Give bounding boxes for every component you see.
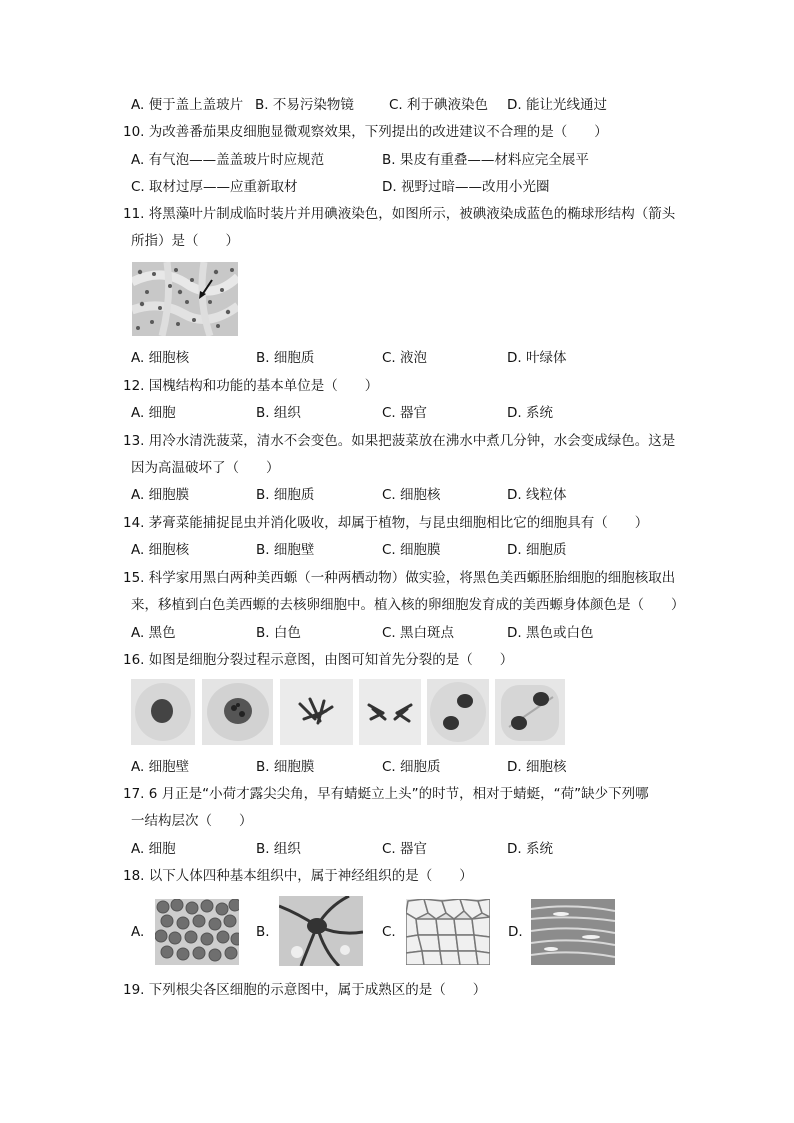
q12-option-b[interactable]: B. 组织 bbox=[256, 405, 301, 421]
q17-option-d[interactable]: D. 系统 bbox=[507, 841, 553, 857]
q14-option-d[interactable]: D. 细胞质 bbox=[507, 542, 567, 558]
division-stage-4-image bbox=[359, 679, 421, 745]
q12-option-a[interactable]: A. 细胞 bbox=[131, 405, 176, 421]
q10-options-row1 bbox=[131, 150, 691, 170]
q13-option-a[interactable]: A. 细胞膜 bbox=[131, 487, 190, 503]
q16-stem: 16. 如图是细胞分裂过程示意图，由图可知首先分裂的是（ ） bbox=[123, 652, 514, 668]
q16-option-b[interactable]: B. 细胞膜 bbox=[256, 759, 315, 775]
q17-stem-line1: 17. 6 月正是“小荷才露尖尖角，早有蜻蜓立上头”的时节，相对于蜻蜓，“荷”缺少下列哪 bbox=[123, 786, 649, 802]
q18-option-c-label[interactable]: C. bbox=[382, 924, 396, 940]
q14-option-c[interactable]: C. 细胞膜 bbox=[382, 542, 441, 558]
q9-options bbox=[131, 95, 691, 115]
q11-option-d[interactable]: D. 叶绿体 bbox=[507, 350, 567, 366]
q17-stem-line2: 一结构层次（ ） bbox=[131, 813, 253, 829]
q11-stem-line2: 所指）是（ ） bbox=[131, 233, 239, 249]
q13-stem-line2: 因为高温破坏了（ ） bbox=[131, 460, 280, 476]
q10-options-row2 bbox=[131, 177, 691, 197]
q9-option-c[interactable]: C. 利于碘液染色 bbox=[389, 97, 489, 113]
q17-option-a[interactable]: A. 细胞 bbox=[131, 841, 176, 857]
q13-option-b[interactable]: B. 细胞质 bbox=[256, 487, 315, 503]
q13-stem-line1: 13. 用冷水清洗菠菜，清水不会变色。如果把菠菜放在沸水中煮几分钟，水会变成绿色。这是 bbox=[123, 433, 676, 449]
q16-options bbox=[131, 757, 691, 777]
q18-option-b-label[interactable]: B. bbox=[256, 924, 270, 940]
q17-option-c[interactable]: C. 器官 bbox=[382, 841, 428, 857]
division-stage-2-image bbox=[202, 679, 273, 745]
q16-option-a[interactable]: A. 细胞壁 bbox=[131, 759, 190, 775]
q10-stem: 10. 为改善番茄果皮细胞显微观察效果，下列提出的改进建议不合理的是（ ） bbox=[123, 124, 608, 140]
q15-stem-line2: 来，移植到白色美西螈的去核卵细胞中。植入核的卵细胞发育成的美西螈身体颜色是（ ） bbox=[131, 597, 685, 613]
q9-option-d[interactable]: D. 能让光线通过 bbox=[507, 97, 607, 113]
division-stage-5-image bbox=[427, 679, 489, 745]
q14-options bbox=[131, 540, 691, 560]
q11-option-b[interactable]: B. 细胞质 bbox=[256, 350, 315, 366]
q17-option-b[interactable]: B. 组织 bbox=[256, 841, 301, 857]
blood-tissue-image[interactable] bbox=[155, 899, 239, 965]
q17-options bbox=[131, 839, 691, 859]
epithelial-tissue-image[interactable] bbox=[406, 899, 490, 965]
q15-option-b[interactable]: B. 白色 bbox=[256, 625, 301, 641]
q14-option-b[interactable]: B. 细胞壁 bbox=[256, 542, 315, 558]
q9-option-a[interactable]: A. 便于盖上盖玻片 bbox=[131, 97, 244, 113]
elodea-leaf-micrograph bbox=[132, 262, 238, 336]
q9-option-b[interactable]: B. 不易污染物镜 bbox=[255, 97, 354, 113]
q11-options bbox=[131, 348, 691, 368]
q12-options bbox=[131, 403, 691, 423]
q15-option-c[interactable]: C. 黑白斑点 bbox=[382, 625, 455, 641]
neuron-tissue-image[interactable] bbox=[279, 896, 363, 966]
muscle-tissue-image[interactable] bbox=[531, 899, 615, 965]
q19-stem: 19. 下列根尖各区细胞的示意图中，属于成熟区的是（ ） bbox=[123, 982, 487, 998]
q11-option-c[interactable]: C. 液泡 bbox=[382, 350, 428, 366]
q13-options bbox=[131, 485, 691, 505]
q12-option-c[interactable]: C. 器官 bbox=[382, 405, 428, 421]
q18-option-d-label[interactable]: D. bbox=[508, 924, 523, 940]
q15-stem-line1: 15. 科学家用黑白两种美西螈（一种两栖动物）做实验，将黑色美西螈胚胎细胞的细胞核取出 bbox=[123, 570, 676, 586]
q10-option-a[interactable]: A. 有气泡——盖盖玻片时应规范 bbox=[131, 152, 325, 168]
q15-option-a[interactable]: A. 黑色 bbox=[131, 625, 176, 641]
q13-option-d[interactable]: D. 线粒体 bbox=[507, 487, 567, 503]
q14-stem: 14. 茅膏菜能捕捉昆虫并消化吸收，却属于植物，与昆虫细胞相比它的细胞具有（ ） bbox=[123, 515, 649, 531]
q16-option-d[interactable]: D. 细胞核 bbox=[507, 759, 567, 775]
q13-option-c[interactable]: C. 细胞核 bbox=[382, 487, 441, 503]
q11-stem-line1: 11. 将黑藻叶片制成临时装片并用碘液染色，如图所示，被碘液染成蓝色的椭球形结构（箭头 bbox=[123, 206, 676, 222]
division-stage-1-image bbox=[131, 679, 195, 745]
division-stage-3-image bbox=[280, 679, 353, 745]
q12-option-d[interactable]: D. 系统 bbox=[507, 405, 553, 421]
q12-stem: 12. 国槐结构和功能的基本单位是（ ） bbox=[123, 378, 379, 394]
q18-option-a-label[interactable]: A. bbox=[131, 924, 145, 940]
q10-option-d[interactable]: D. 视野过暗——改用小光圈 bbox=[382, 179, 550, 195]
q15-options bbox=[131, 623, 691, 643]
q10-option-c[interactable]: C. 取材过厚——应重新取材 bbox=[131, 179, 298, 195]
q16-option-c[interactable]: C. 细胞质 bbox=[382, 759, 441, 775]
q10-option-b[interactable]: B. 果皮有重叠——材料应完全展平 bbox=[382, 152, 589, 168]
q15-option-d[interactable]: D. 黑色或白色 bbox=[507, 625, 594, 641]
q11-option-a[interactable]: A. 细胞核 bbox=[131, 350, 190, 366]
q14-option-a[interactable]: A. 细胞核 bbox=[131, 542, 190, 558]
q18-stem: 18. 以下人体四种基本组织中，属于神经组织的是（ ） bbox=[123, 868, 473, 884]
division-stage-6-image bbox=[495, 679, 565, 745]
